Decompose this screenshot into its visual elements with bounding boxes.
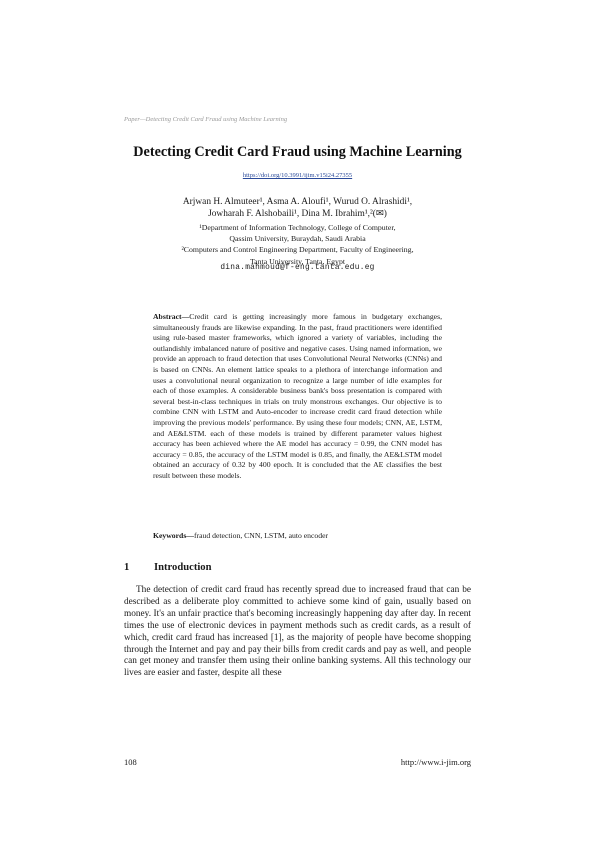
abstract-text: Credit card is getting increasingly more famous in budgetary exchanges, simultaneously frauds are likewise expanding. In the past, fraud practitioners were identified using rule-based master frameworks, which ignored a variety of variables, including the outlandishly imbalanced nature of positive and negative cases. Using named information, we provide an approach to fraud detection that uses Convolutional Neural Networks (CNNs) and is based on CNNs. An element lattice speaks to a plethora of interchange information and uses a convolutional neural organization to recognize a large number of idle examples for each of those examples. A considerable business bank's boss presentation is compared with several best-in-class techniques in trials on truly monstrous exchanges. Our objective is to combine CNN with LSTM and Auto-encoder to increase credit card fraud detection while improving the previous models' performance. By using these four models; CNN, AE, LSTM, and AE&LSTM. each of these models is trained by different parameter values highest accuracy has been achieved where the AE model has accuracy = 0.99, the CNN model has accuracy = 0.85, the accuracy of the LSTM model is 0.85, and finally, the AE&LSTM model obtained an accuracy of 0.32 by 400 epoch. It is concluded that the AE classifies the best result between these models. (153, 312, 442, 480)
affiliation-line-4: Tanta University, Tanta, Egypt (249, 256, 346, 266)
page-number: 108 (124, 757, 137, 767)
abstract (153, 312, 442, 482)
author-line-2: Jowharah F. Alshobaili¹, Dina M. Ibrahim¹,²(✉) (208, 209, 387, 219)
journal-url[interactable]: http://www.i-jim.org (400, 757, 471, 767)
affiliations (0, 222, 595, 267)
author-list (0, 196, 595, 220)
affiliation-line-3: ²Computers and Control Engineering Department, Faculty of Engineering, (181, 245, 414, 255)
keywords-text: fraud detection, CNN, LSTM, auto encoder (194, 531, 329, 540)
section-heading (124, 562, 212, 573)
intro-paragraph: The detection of credit card fraud has recently spread due to increased fraud that can be described as a deliberate ploy committed to achieve some kind of gain, usually based on money. It's an unfair practice that's becoming increasingly happening day after day. In recent times the use of electronic devices in payment methods such as credit cards, as a result of which, credit card fraud has increased [1], as the majority of people have become shopping through the Internet and pay and pay their bills from credit cards and pay as well, and people can get money and transfer them using their online banking systems. All this technology our lives are easier and faster, despite all these (124, 585, 471, 679)
running-header (124, 116, 287, 123)
running-title: Detecting Credit Card Fraud using Machine Learning (145, 116, 288, 123)
author-line-1: Arjwan H. Almuteer¹, Asma A. Aloufi¹, Wurud O. Alrashidi¹, (182, 197, 413, 207)
keywords (153, 531, 442, 540)
abstract-heading: Abstract— (153, 312, 190, 321)
intro-body (124, 585, 471, 680)
keywords-heading: Keywords— (153, 531, 194, 540)
section-title: Introduction (154, 562, 212, 573)
affiliation-line-1: ¹Department of Information Technology, College of Computer, (199, 223, 396, 232)
author-email[interactable]: dina.mahmoud@f-eng.tanta.edu.eg (220, 264, 375, 272)
paper-title: Detecting Credit Card Fraud using Machine Learning (133, 144, 462, 160)
header-separator: — (139, 116, 146, 123)
journal-label: Paper (124, 116, 140, 123)
section-number: 1 (124, 562, 130, 573)
doi-link[interactable]: https://doi.org/10.3991/ijim.v15i24.27355 (242, 172, 353, 179)
affiliation-line-2: Qassim University, Buraydah, Saudi Arabia (229, 234, 366, 244)
